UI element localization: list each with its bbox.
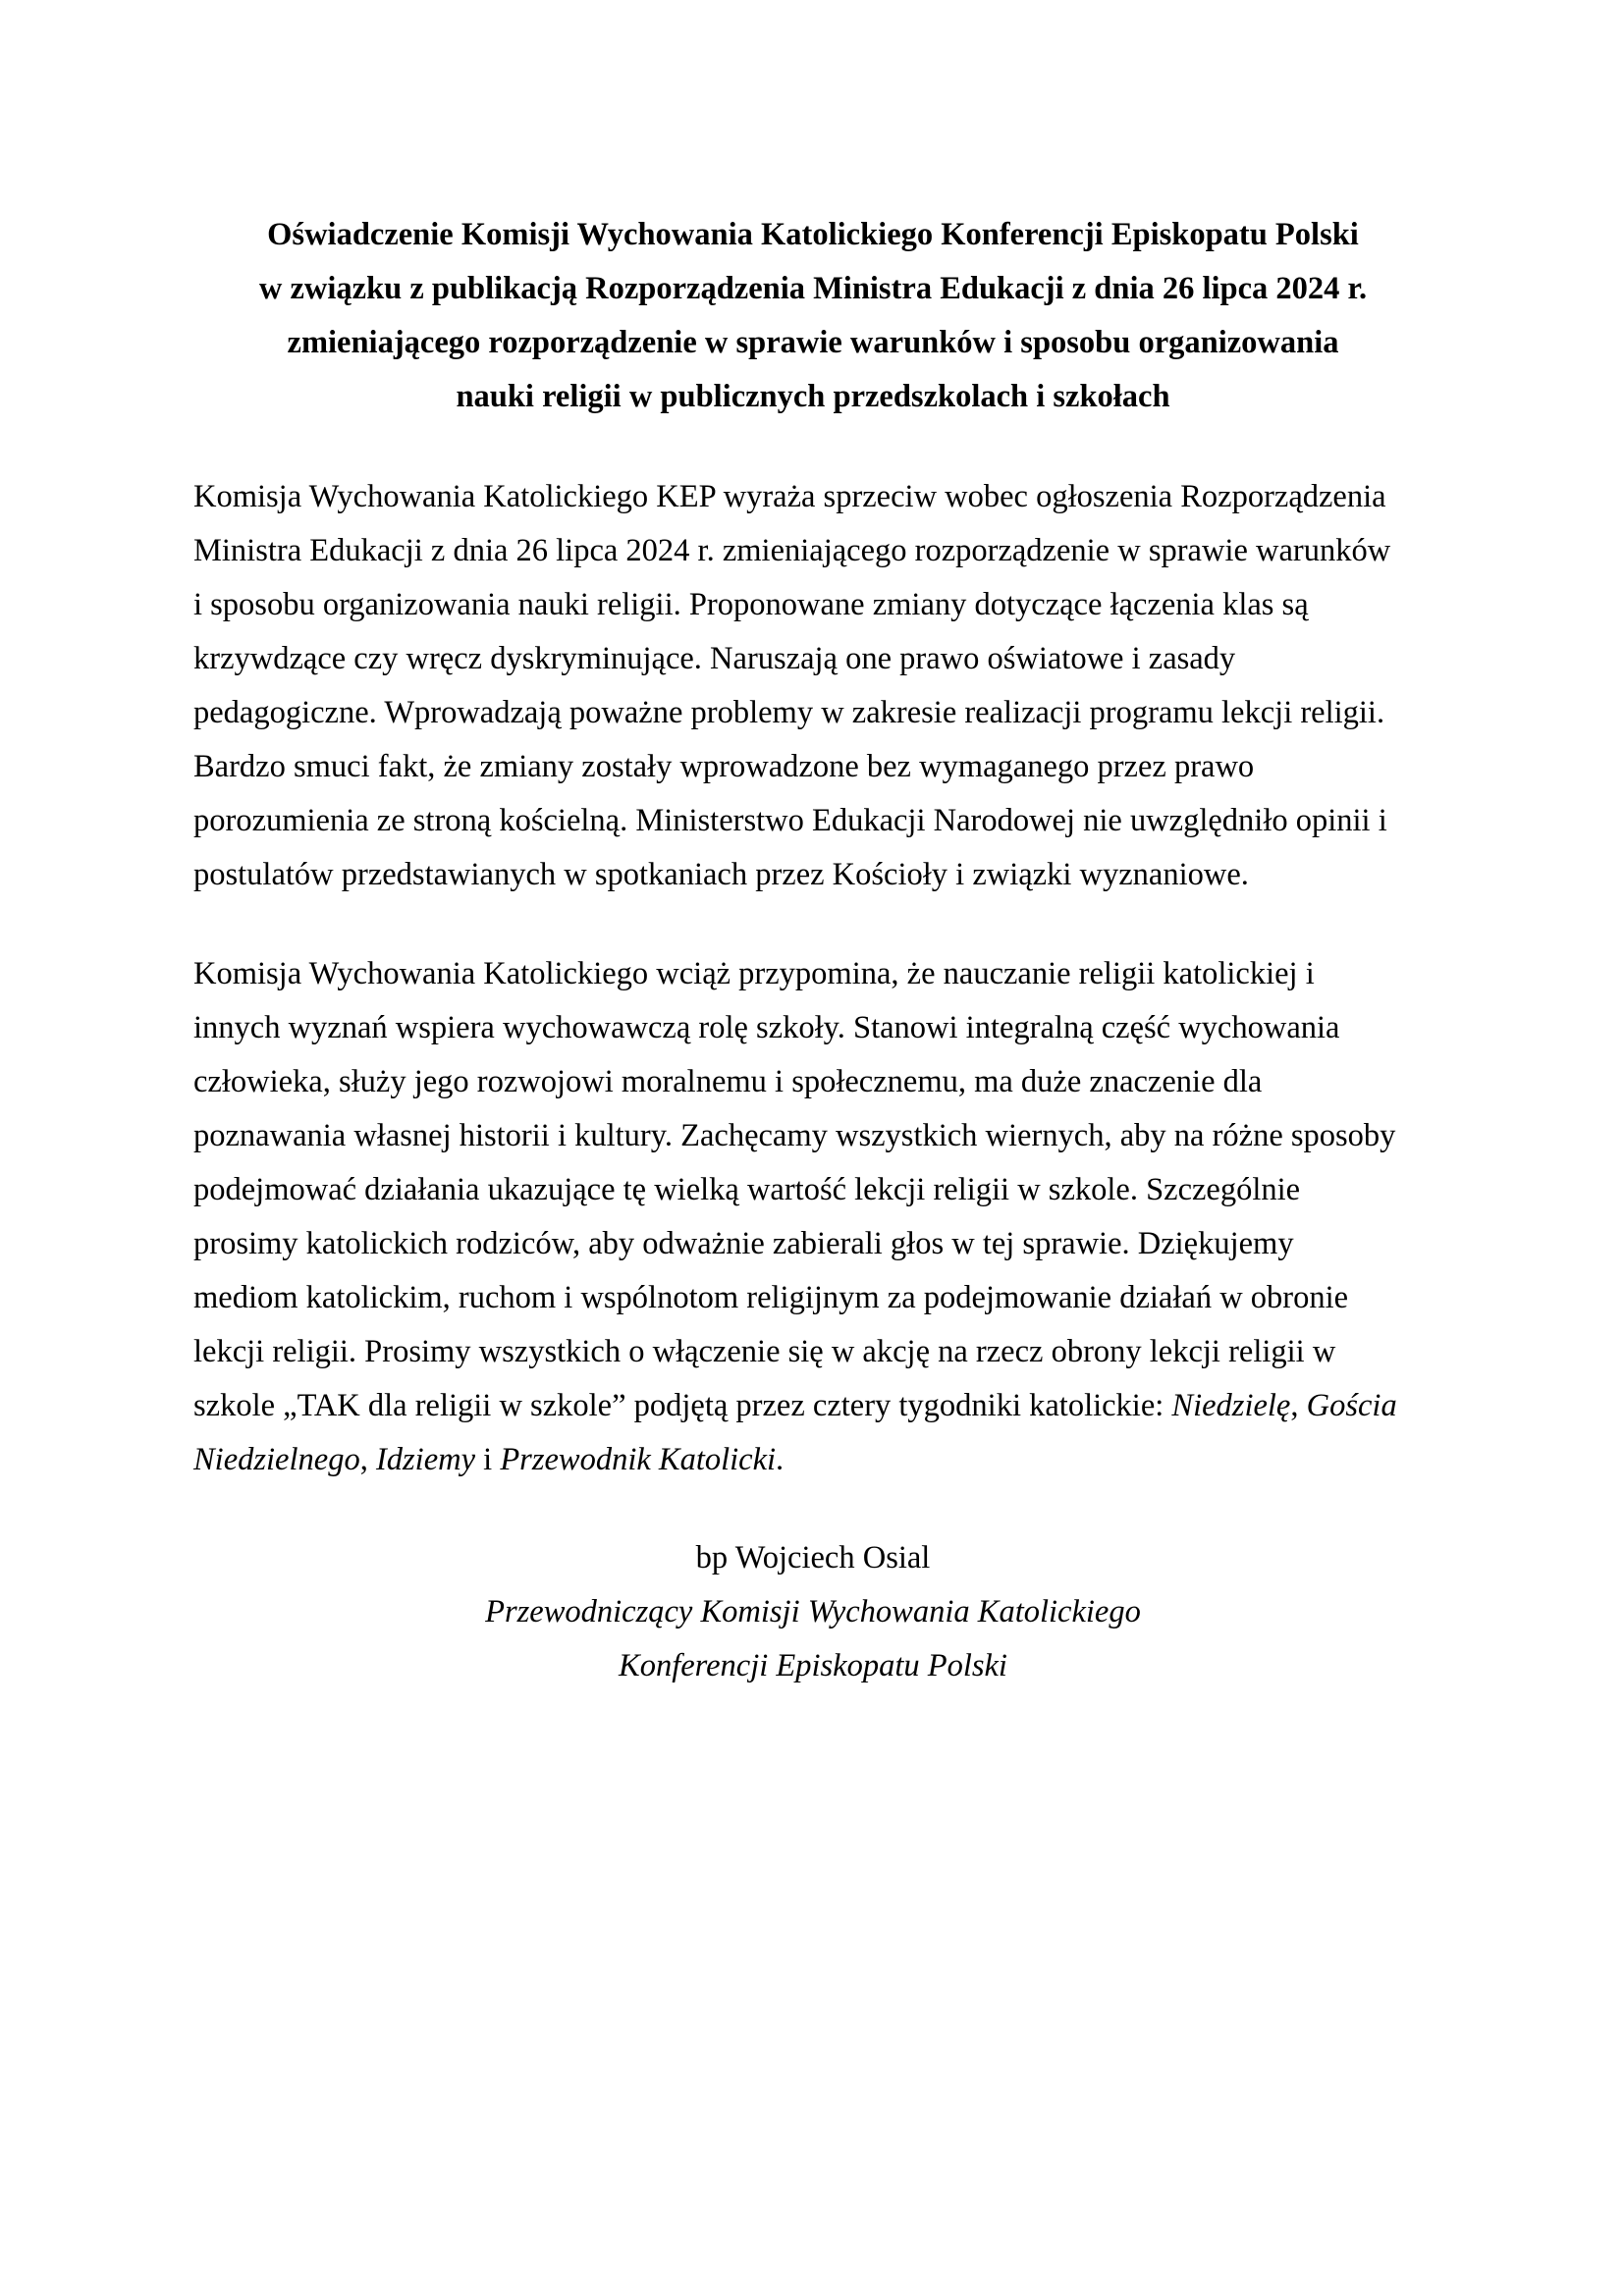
text-fragment: ,	[1290, 1388, 1307, 1423]
text-line: poznawania własnej historii i kultury. Zachęcamy wszystkich wiernych, aby na różne sposoby	[193, 1118, 1396, 1153]
paragraph-1	[193, 470, 1433, 902]
text-line: podejmować działania ukazujące tę wielką wartość lekcji religii w szkole. Szczególnie	[193, 1172, 1301, 1207]
text-line: Komisja Wychowania Katolickiego KEP wyraża sprzeciw wobec ogłoszenia Rozporządzenia	[193, 479, 1386, 514]
text-fragment: .	[776, 1442, 785, 1477]
text-line: pedagogiczne. Wprowadzają poważne problemy w zakresie realizacji programu lekcji religii.	[193, 695, 1385, 730]
signatory-name: bp Wojciech Osial	[695, 1540, 931, 1575]
text-line	[193, 1379, 1433, 1433]
text-line: porozumienia ze stroną kościelną. Ministerstwo Edukacji Narodowej nie uwzględniło opinii i	[193, 803, 1387, 838]
paragraph-2	[193, 947, 1433, 1487]
text-line: lekcji religii. Prosimy wszystkich o włączenie się w akcję na rzecz obrony lekcji religii w	[193, 1334, 1336, 1369]
text-line: prosimy katolickich rodziców, aby odważnie zabierali głos w tej sprawie. Dziękujemy	[193, 1226, 1294, 1261]
magazine-title: Idziemy	[375, 1442, 476, 1477]
text-line: i sposobu organizowania nauki religii. Proponowane zmiany dotyczące łączenia klas są	[193, 587, 1309, 622]
text-fragment: ,	[359, 1442, 376, 1477]
magazine-title: Gościa	[1306, 1388, 1397, 1423]
magazine-title: Przewodnik Katolicki	[500, 1442, 777, 1477]
text-line: mediom katolickim, ruchom i wspólnotom religijnym za podejmowanie działań w obronie	[193, 1280, 1349, 1315]
signature-block	[193, 1531, 1433, 1693]
title-line: Oświadczenie Komisji Wychowania Katolickiego Konferencji Episkopatu Polski	[267, 217, 1359, 252]
title-line: nauki religii w publicznych przedszkolach i szkołach	[456, 379, 1170, 414]
text-line: krzywdzące czy wręcz dyskryminujące. Naruszają one prawo oświatowe i zasady	[193, 641, 1236, 676]
text-line: postulatów przedstawianych w spotkaniach przez Kościoły i związki wyznaniowe.	[193, 857, 1249, 892]
text-line: człowieka, służy jego rozwojowi moralnemu i społecznemu, ma duże znaczenie dla	[193, 1064, 1263, 1099]
text-fragment: szkole „TAK dla religii w szkole” podjętą przez cztery tygodniki katolickie:	[193, 1388, 1172, 1423]
text-line: Ministra Edukacji z dnia 26 lipca 2024 r. zmieniającego rozporządzenie w sprawie warunków	[193, 533, 1391, 568]
signatory-organization: Konferencji Episkopatu Polski	[619, 1648, 1007, 1683]
text-line: Komisja Wychowania Katolickiego wciąż przypomina, że nauczanie religii katolickiej i	[193, 956, 1315, 991]
text-fragment: i	[475, 1442, 501, 1477]
signatory-role: Przewodniczący Komisji Wychowania Katolickiego	[485, 1594, 1141, 1629]
document-title	[193, 208, 1433, 424]
magazine-title: Niedzielnego	[193, 1442, 360, 1477]
text-line: innych wyznań wspiera wychowawczą rolę szkoły. Stanowi integralną część wychowania	[193, 1010, 1340, 1045]
text-line: Bardzo smuci fakt, że zmiany zostały wprowadzone bez wymaganego przez prawo	[193, 749, 1255, 784]
title-line: w związku z publikacją Rozporządzenia Ministra Edukacji z dnia 26 lipca 2024 r.	[258, 271, 1368, 306]
text-line	[193, 1433, 1433, 1487]
title-line: zmieniającego rozporządzenie w sprawie warunków i sposobu organizowania	[287, 325, 1339, 360]
magazine-title: Niedzielę	[1171, 1388, 1291, 1423]
